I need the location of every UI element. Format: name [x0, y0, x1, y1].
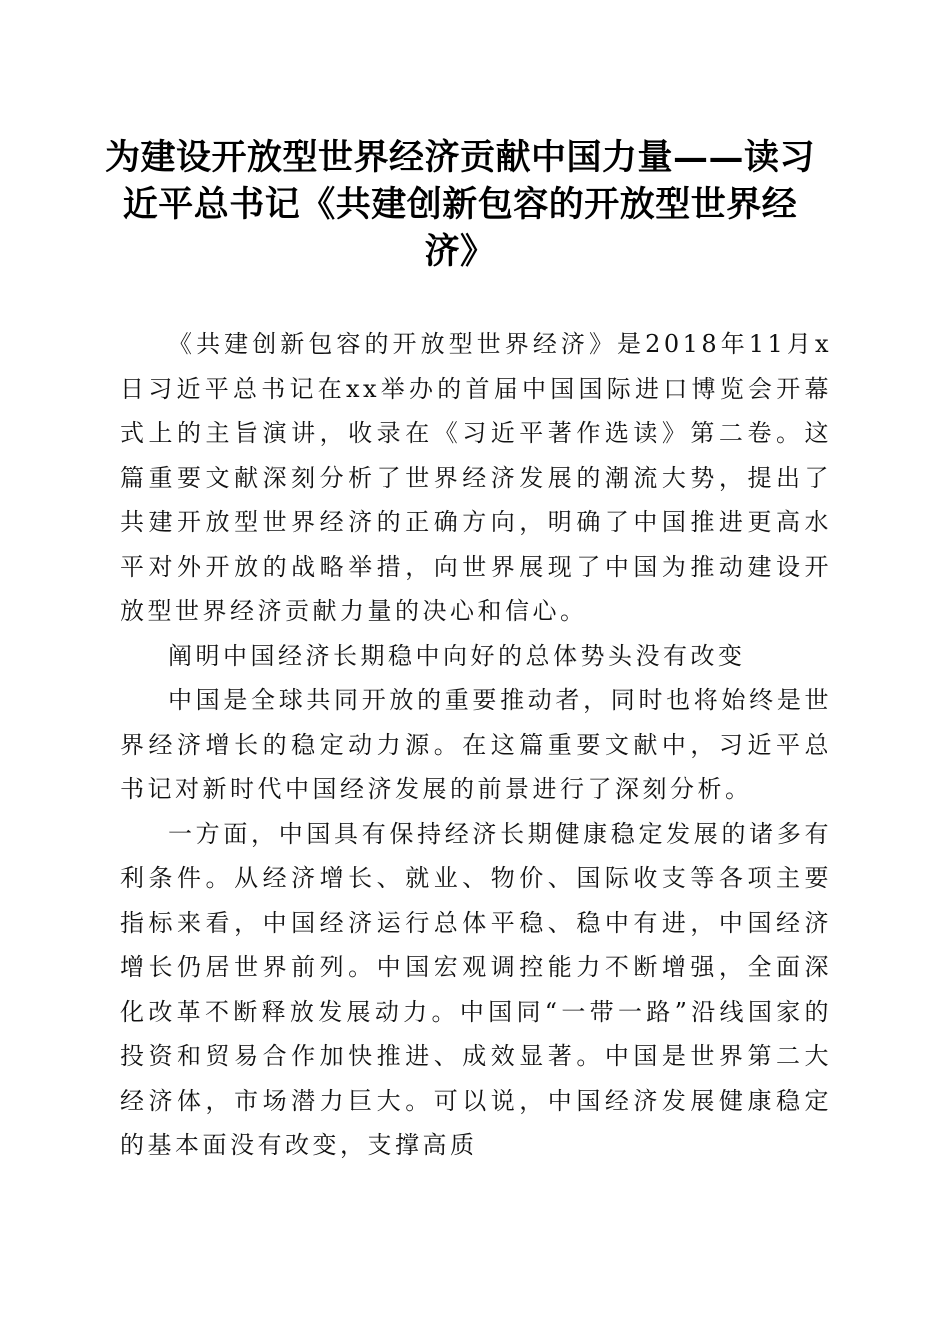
paragraph-intro: 《共建创新包容的开放型世界经济》是2018年11月x日习近平总书记在xx举办的首届中国国际进口博览会开幕式上的主旨演讲，收录在《习近平著作选读》第二卷。这篇重要文献深刻分析了世界经济发展的潮流大势，提出了共建开放型世界经济的正确方向，明确了中国推进更高水平对外开放的战略举措，向世界展现了中国为推动建设开放型世界经济贡献力量的决心和信心。	[120, 330, 832, 625]
paragraph-favorable-conditions: 一方面，中国具有保持经济长期健康稳定发展的诸多有利条件。从经济增长、就业、物价、国际收支等各项主要指标来看，中国经济运行总体平稳、稳中有进，中国经济增长仍居世界前列。中国宏观调控能力不断增强，全面深化改革不断释放发展动力。中国同“一带一路”沿线国家的投资和贸易合作加快推进、成效显著。中国是世界第二大经济体，市场潜力巨大。可以说，中国经济发展健康稳定的基本面没有改变，支撑高质	[120, 819, 832, 1159]
document-body	[120, 322, 832, 1168]
document-title: 为建设开放型世界经济贡献中国力量——读习近平总书记《共建创新包容的开放型世界经济》	[104, 137, 815, 272]
paragraph-section-heading: 阐明中国经济长期稳中向好的总体势头没有改变	[168, 641, 746, 670]
paragraph-driving-force: 中国是全球共同开放的重要推动者，同时也将始终是世界经济增长的稳定动力源。在这篇重要文献中，习近平总书记对新时代中国经济发展的前景进行了深刻分析。	[120, 686, 832, 803]
